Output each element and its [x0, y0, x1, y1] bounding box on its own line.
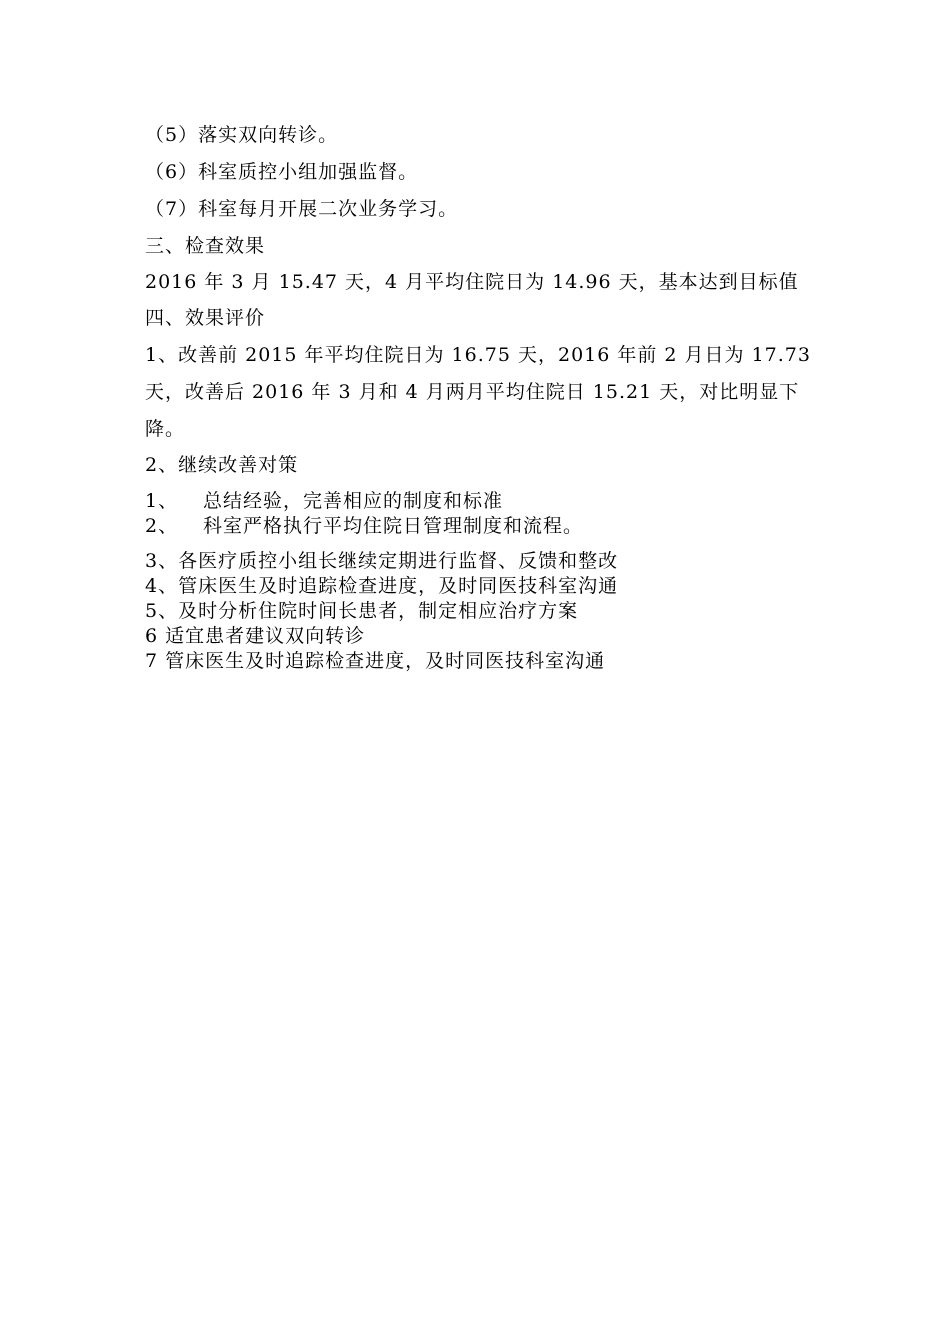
measure-number: 2、 [145, 515, 179, 537]
measure-number: 1、 [145, 490, 179, 512]
measure-item-5: 5、及时分析住院时间长患者，制定相应治疗方案 [145, 600, 579, 622]
item-7-monthly-study: （7）科室每月开展二次业务学习。 [145, 198, 459, 220]
measure-item-7: 7 管床医生及时追踪检查进度，及时同医技科室沟通 [145, 650, 606, 672]
evaluation-line-3: 降。 [145, 418, 186, 440]
measure-item-3: 3、各医疗质控小组长继续定期进行监督、反馈和整改 [145, 550, 619, 572]
section-heading-evaluation: 四、效果评价 [145, 307, 266, 329]
measure-item-4: 4、管床医生及时追踪检查进度，及时同医技科室沟通 [145, 575, 619, 597]
subheading-continued-measures: 2、继续改善对策 [145, 454, 299, 476]
measure-text: 科室严格执行平均住院日管理制度和流程。 [203, 515, 584, 537]
evaluation-line-1: 1、改善前 2015 年平均住院日为 16.75 天，2016 年前 2 月日为 17.73 [145, 344, 811, 366]
measure-item-2 [145, 514, 815, 538]
section-heading-check-results: 三、检查效果 [145, 235, 266, 257]
evaluation-line-2: 天，改善后 2016 年 3 月和 4 月两月平均住院日 15.21 天，对比明显下 [145, 381, 800, 403]
item-6-qc-supervision: （6）科室质控小组加强监督。 [145, 161, 419, 183]
check-results-text: 2016 年 3 月 15.47 天，4 月平均住院日为 14.96 天，基本达到目标值 [145, 271, 799, 293]
measure-item-1 [145, 489, 815, 513]
measure-text: 总结经验，完善相应的制度和标准 [203, 490, 504, 512]
item-5-dual-referral: （5）落实双向转诊。 [145, 124, 339, 146]
measure-item-6: 6 适宜患者建议双向转诊 [145, 625, 366, 647]
